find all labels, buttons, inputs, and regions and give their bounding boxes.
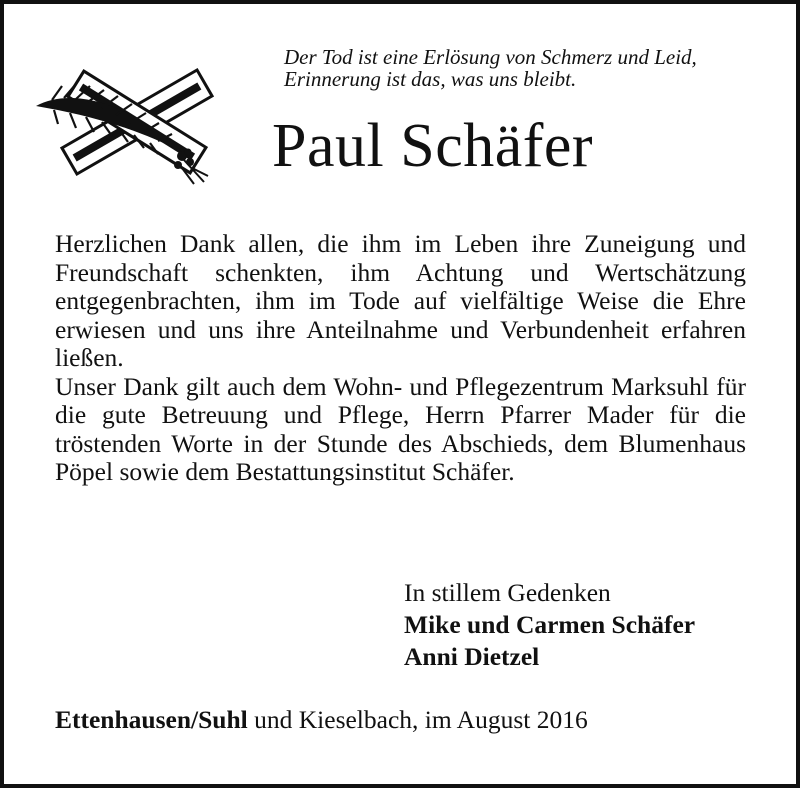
cross-with-palm-branch-icon: [32, 64, 218, 188]
quote-line-1: Der Tod ist eine Erlösung von Schmerz und Leid,: [284, 45, 697, 69]
mourner-name: Mike und Carmen Schäfer: [404, 610, 696, 639]
mourner-name: Anni Dietzel: [404, 642, 540, 671]
signoff-intro: In stillem Gedenken: [404, 578, 611, 607]
deceased-name: Paul Schäfer: [272, 112, 594, 180]
memorial-quote: [284, 46, 784, 90]
signoff-block: [404, 577, 695, 673]
place-bold: Ettenhausen/Suhl: [55, 705, 248, 734]
message-paragraph-2: Unser Dank gilt auch dem Wohn- und Pflegezentrum Marksuhl für die gute Betreuung und Pflege, Herrn Pfarrer Mader für die tröstenden Worte in der Stunde des Abschieds, dem Blumenhaus Pöpel sowie dem Bestattungsinstitut Schäfer.: [55, 371, 746, 486]
place-and-date: [55, 705, 588, 735]
place-date-rest: und Kieselbach, im August 2016: [247, 705, 588, 734]
thank-you-message: [55, 230, 746, 487]
message-paragraph-1: Herzlichen Dank allen, die ihm im Leben ihre Zuneigung und Freundschaft schenkten, ihm Achtung und Wertschätzung entgegenbrachten, ihm im Tode auf vielfältige Weise die Ehre erwiesen und uns ihre Anteilnahme und Verbundenheit erfahren ließen.: [55, 229, 746, 372]
quote-line-2: Erinnerung ist das, was uns bleibt.: [284, 67, 577, 91]
